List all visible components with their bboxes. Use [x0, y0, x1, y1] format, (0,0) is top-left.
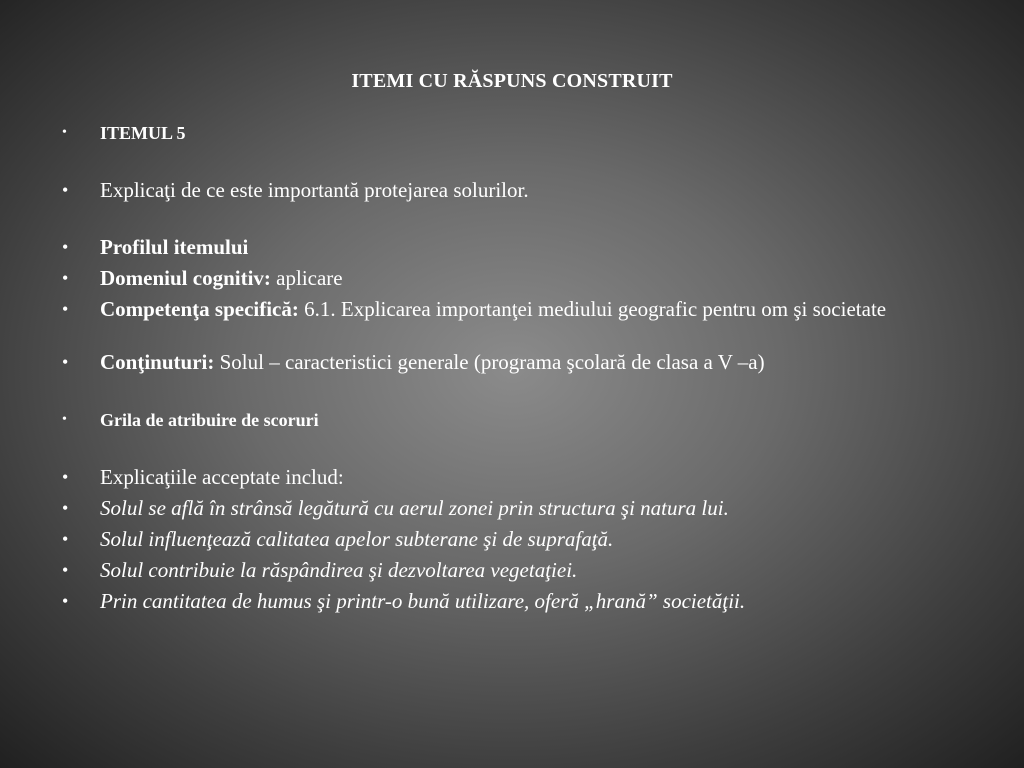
bullet-icon: • [62, 125, 67, 140]
grid-heading: Grila de atribuire de scoruri [100, 410, 319, 430]
bullet-cognitive-domain [58, 266, 978, 290]
bullet-specific-competence [58, 297, 978, 321]
contents-label: Conţinuturi: [100, 350, 215, 374]
specific-competence-label: Competenţa specifică: [100, 297, 299, 321]
bullet-profile-heading [58, 235, 978, 259]
answer-text: Prin cantitatea de humus şi printr-o bună utilizare, oferă „hrană” societăţii. [100, 589, 746, 613]
answer-item [58, 589, 978, 613]
bullet-icon: • [62, 412, 67, 427]
bullet-icon: • [62, 299, 69, 319]
answer-text: Solul contribuie la răspândirea şi dezvoltarea vegetaţiei. [100, 558, 578, 582]
bullet-icon: • [62, 498, 69, 518]
bullet-contents [58, 350, 978, 374]
contents [100, 350, 978, 374]
specific-competence-value: 6.1. Explicarea importanţei mediului geografic pentru om şi societate [298, 297, 887, 321]
bullet-icon: • [62, 467, 69, 487]
bullet-icon: • [62, 268, 69, 288]
bullet-icon: • [62, 591, 69, 611]
item-label: ITEMUL 5 [100, 123, 186, 143]
answer-text: Solul influenţează calitatea apelor subterane şi de suprafaţă. [100, 527, 614, 551]
contents-value: Solul – caracteristici generale (programa şcolară de clasa a V –a) [214, 350, 765, 374]
bullet-icon: • [62, 237, 69, 257]
cognitive-domain [100, 266, 978, 290]
specific-competence [100, 297, 978, 321]
answer-item [58, 496, 978, 520]
bullet-icon: • [62, 352, 69, 372]
question-text: Explicaţi de ce este importantă protejarea solurilor. [100, 178, 529, 202]
cognitive-domain-value: aplicare [270, 266, 343, 290]
answer-item [58, 527, 978, 551]
bullet-item-label [58, 121, 978, 145]
bullet-icon: • [62, 560, 69, 580]
cognitive-domain-label: Domeniul cognitiv: [100, 266, 271, 290]
bullet-grid-heading [58, 408, 978, 432]
answers-intro: Explicaţiile acceptate includ: [100, 465, 344, 489]
answer-text: Solul se află în strânsă legătură cu aerul zonei prin structura şi natura lui. [100, 496, 729, 520]
profile-heading: Profilul itemului [100, 235, 249, 259]
slide-title: ITEMI CU RĂSPUNS CONSTRUIT [351, 70, 673, 92]
bullet-answers-intro [58, 465, 978, 489]
bullet-question [58, 178, 978, 202]
bullet-icon: • [62, 180, 69, 200]
bullet-icon: • [62, 529, 69, 549]
answer-item [58, 558, 978, 582]
